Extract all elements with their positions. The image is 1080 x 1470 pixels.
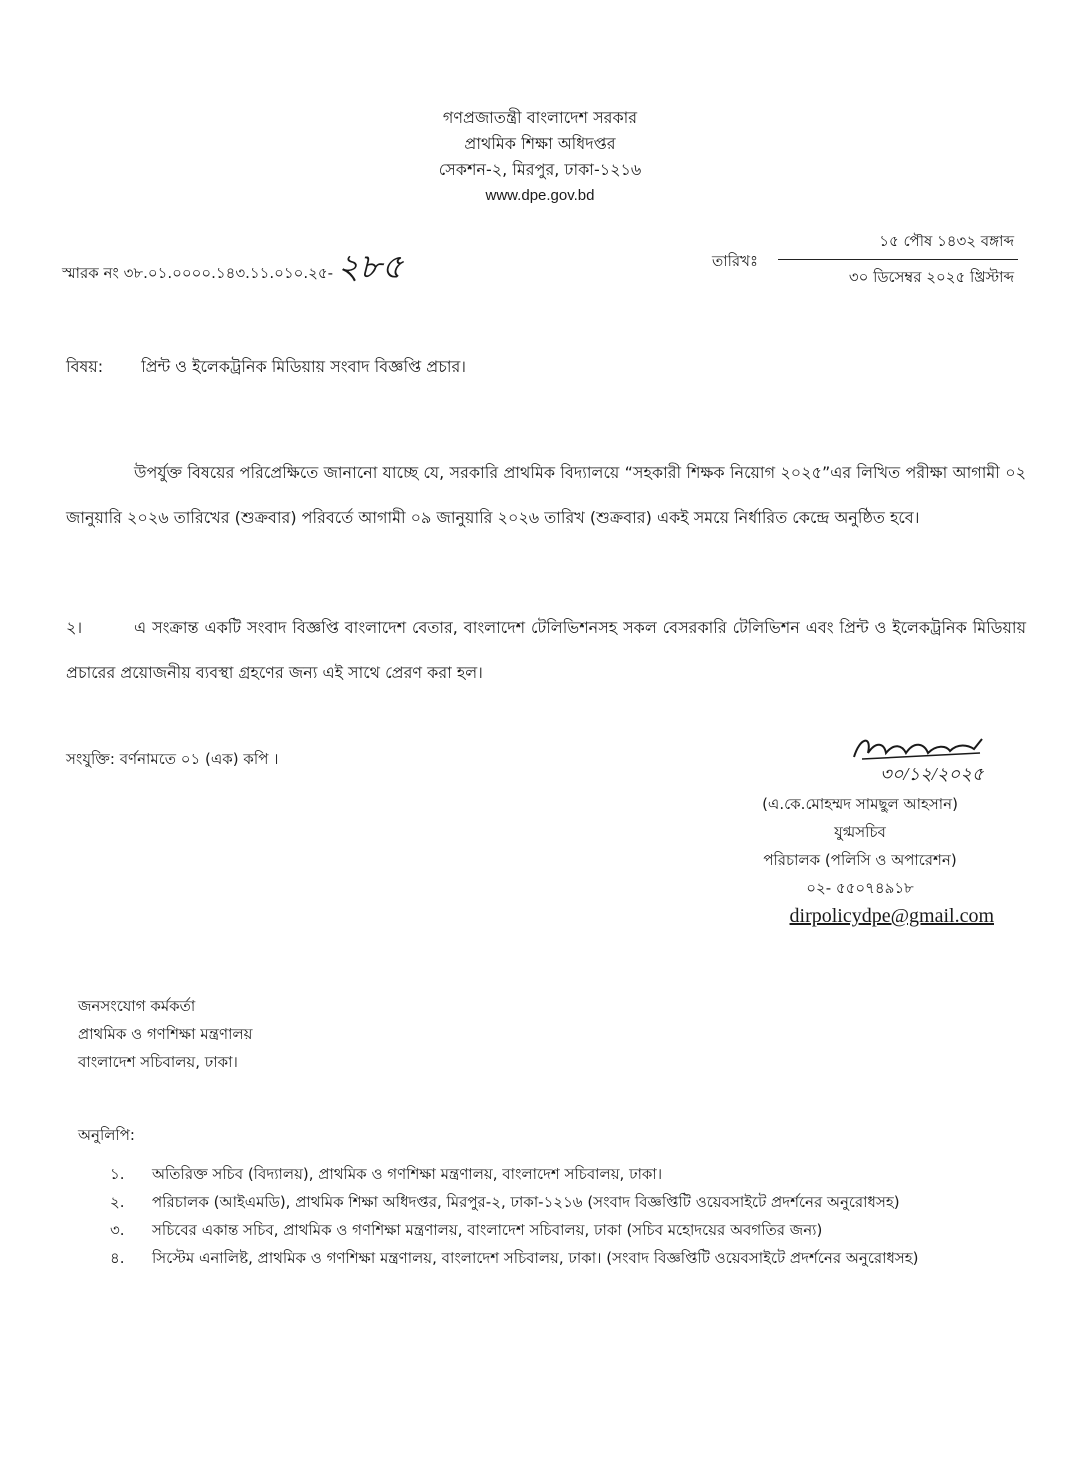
list-item xyxy=(110,1246,1010,1270)
list-item xyxy=(110,1190,1010,1214)
list-item-text: পরিচালক (আইএমডি), প্রাথমিক শিক্ষা অধিদপ্তর, মিরপুর-২, ঢাকা-১২১৬ (সংবাদ বিজ্ঞপ্তিটি ওয়েবসাইটে প্রদর্শনের অনুরোধসহ) xyxy=(152,1193,900,1211)
header-address: সেকশন-২, মিরপুর, ঢাকা-১২১৬ xyxy=(438,160,642,179)
recipient-title: জনসংযোগ কর্মকর্তা xyxy=(78,997,196,1015)
subject-text: প্রিন্ট ও ইলেকট্রনিক মিডিয়ায় সংবাদ বিজ্ঞপ্তি প্রচার। xyxy=(141,357,467,376)
signatory-role: পরিচালক (পলিসি ও অপারেশন) xyxy=(763,851,957,869)
date-english: ৩০ ডিসেম্বর ২০২৫ খ্রিস্টাব্দ xyxy=(848,268,1014,286)
signature-date: ৩০/১২/২০২৫ xyxy=(880,764,984,784)
memo-reference xyxy=(62,249,404,287)
body-paragraph-1: উপর্যুক্ত বিষয়ের পরিপ্রেক্ষিতে জানানো যাচ্ছে যে, সরকারি প্রাথমিক বিদ্যালয়ে “সহকারী শিক্ষক নিয়োগ ২০২৫”এর লিখিত পরীক্ষা আগামী ০২ জানুয়ারি ২০২৬ তারিখের (শুক্রবার) পরিবর্তে আগামী ০৯ জানুয়ারি ২০২৬ তারিখ (শুক্রবার) একই সময়ে নির্ধারিত কেন্দ্রে অনুষ্ঠিত হবে। xyxy=(66,463,1026,527)
header-department: প্রাথমিক শিক্ষা অধিদপ্তর xyxy=(464,134,616,153)
list-item-number: ১. xyxy=(110,1165,125,1183)
list-item-number: ২. xyxy=(110,1193,125,1211)
list-item-number: ৪. xyxy=(110,1249,125,1267)
signatory-designation: যুগ্মসচিব xyxy=(834,823,886,841)
date-label: তারিখঃ xyxy=(712,252,758,270)
list-item-number: ৩. xyxy=(110,1221,125,1239)
attachment-note: সংযুক্তি: বর্ণনামতে ০১ (এক) কপি । xyxy=(66,750,279,768)
paragraph-2-text: এ সংক্রান্ত একটি সংবাদ বিজ্ঞপ্তি বাংলাদেশ বেতার, বাংলাদেশ টেলিভিশনসহ সকল বেসরকারি টেলিভিশন এবং প্রিন্ট ও ইলেকট্রনিক মিডিয়ায় প্রচারের প্রয়োজনীয় ব্যবস্থা গ্রহণের জন্য এই সাথে প্রেরণ করা হল। xyxy=(66,618,1026,682)
cc-list xyxy=(110,1162,1010,1274)
signatory-block xyxy=(700,790,1020,930)
list-item xyxy=(110,1218,1010,1242)
paragraph-number: ২। xyxy=(66,618,83,637)
recipient-address: বাংলাদেশ সচিবালয়, ঢাকা। xyxy=(78,1053,238,1071)
list-item xyxy=(110,1162,1010,1186)
memo-handwritten-number: ২৮৫ xyxy=(337,249,404,286)
cc-heading: অনুলিপি: xyxy=(78,1126,135,1144)
date-block xyxy=(778,230,1018,291)
list-item-text: সচিবের একান্ত সচিব, প্রাথমিক ও গণশিক্ষা মন্ত্রণালয়, বাংলাদেশ সচিবালয়, ঢাকা (সচিব মহোদয়ের অবগতির জন্য) xyxy=(152,1221,823,1239)
memo-prefix: স্মারক নং ৩৮.০১.০০০০.১৪৩.১১.০১০.২৫- xyxy=(62,264,334,282)
body-paragraph-2 xyxy=(66,605,1026,695)
recipient-block xyxy=(78,992,252,1076)
signatory-phone: ০২- ৫৫০৭৪৯১৮ xyxy=(806,879,914,897)
recipient-ministry: প্রাথমিক ও গণশিক্ষা মন্ত্রণালয় xyxy=(78,1025,253,1043)
letterhead xyxy=(0,105,1080,209)
subject-line xyxy=(66,354,466,381)
signatory-email[interactable]: dirpolicydpe@gmail.com xyxy=(789,905,994,927)
header-government: গণপ্রজাতন্ত্রী বাংলাদেশ সরকার xyxy=(442,108,638,127)
list-item-text: অতিরিক্ত সচিব (বিদ্যালয়), প্রাথমিক ও গণশিক্ষা মন্ত্রণালয়, বাংলাদেশ সচিবালয়, ঢাকা। xyxy=(152,1165,663,1183)
signatory-name: (এ.কে.মোহম্মদ সামছুল আহসান) xyxy=(762,795,958,813)
header-website[interactable]: www.dpe.gov.bd xyxy=(485,187,595,204)
subject-label: বিষয়: xyxy=(66,357,104,376)
list-item-text: সিস্টেম এনালিষ্ট, প্রাথমিক ও গণশিক্ষা মন্ত্রণালয়, বাংলাদেশ সচিবালয়, ঢাকা। (সংবাদ বিজ্ঞপ্তিটি ওয়েবসাইটে প্রদর্শনের অনুরোধসহ) xyxy=(152,1249,919,1267)
date-bangla: ১৫ পৌষ ১৪৩২ বঙ্গাব্দ xyxy=(778,230,1018,260)
